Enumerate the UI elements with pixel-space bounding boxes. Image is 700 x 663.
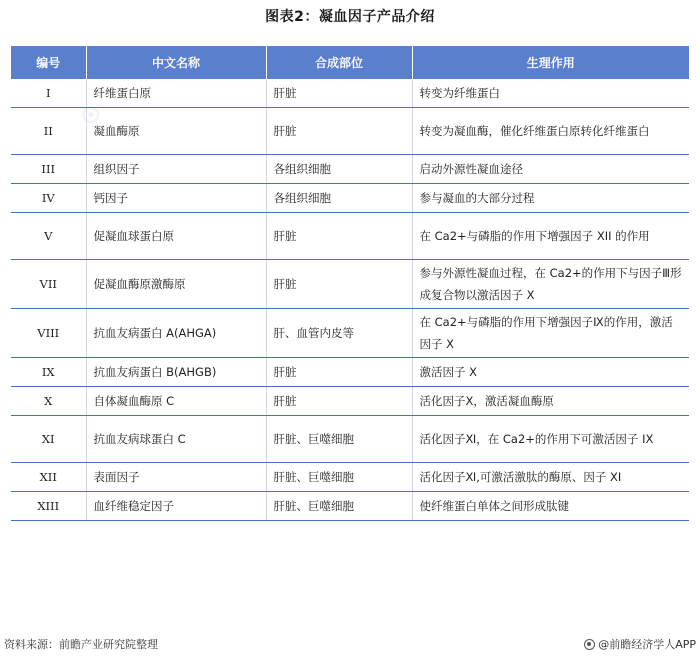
cell-id: II (11, 108, 86, 155)
cell-site: 肝脏、巨噬细胞 (266, 492, 412, 521)
cell-name: 抗血友病球蛋白 C (86, 416, 266, 463)
cell-function: 转变为纤维蛋白 (412, 79, 689, 108)
cell-function: 转变为凝血酶，催化纤维蛋白原转化纤维蛋白 (412, 108, 689, 155)
cell-name: 表面因子 (86, 463, 266, 492)
cell-id: VII (11, 260, 86, 309)
cell-id: VIII (11, 309, 86, 358)
cell-id: XII (11, 463, 86, 492)
cell-name: 促凝血酶原激酶原 (86, 260, 266, 309)
page-title: 图表2：凝血因子产品介绍 (265, 9, 435, 25)
cell-name: 钙因子 (86, 184, 266, 213)
table-row (11, 184, 689, 213)
table-row (11, 416, 689, 463)
header-id: 编号 (11, 46, 86, 79)
table-row (11, 213, 689, 260)
header-function: 生理作用 (412, 46, 689, 79)
cell-name: 纤维蛋白原 (86, 79, 266, 108)
cell-site: 肝脏 (266, 108, 412, 155)
cell-function: 在 Ca2+与磷脂的作用下增强因子Ⅸ的作用，激活因子 X (412, 309, 689, 358)
cell-name: 血纤维稳定因子 (86, 492, 266, 521)
cell-site: 肝、血管内皮等 (266, 309, 412, 358)
cell-function: 活化因子Ⅺ，在 Ca2+的作用下可激活因子 IX (412, 416, 689, 463)
header-site: 合成部位 (266, 46, 412, 79)
table-row (11, 155, 689, 184)
table-row (11, 108, 689, 155)
source-note: 资料来源：前瞻产业研究院整理 (4, 638, 158, 651)
table-row (11, 387, 689, 416)
cell-name: 促凝血球蛋白原 (86, 213, 266, 260)
cell-name: 抗血友病蛋白 A(AHGA) (86, 309, 266, 358)
cell-id: IV (11, 184, 86, 213)
table-row (11, 260, 689, 309)
cell-function: 在 Ca2+与磷脂的作用下增强因子 XII 的作用 (412, 213, 689, 260)
cell-id: I (11, 79, 86, 108)
cell-site: 肝脏 (266, 358, 412, 387)
cell-id: X (11, 387, 86, 416)
cell-function: 活化因子Ⅺ,可激活激肽的酶原、因子 XI (412, 463, 689, 492)
header-name: 中文名称 (86, 46, 266, 79)
cell-name: 抗血友病蛋白 B(AHGB) (86, 358, 266, 387)
table-row (11, 309, 689, 358)
cell-id: XI (11, 416, 86, 463)
cell-site: 各组织细胞 (266, 184, 412, 213)
watermark: ⊙ (73, 96, 108, 134)
table-row (11, 463, 689, 492)
table-row (11, 492, 689, 521)
cell-function: 参与外源性凝血过程，在 Ca2+的作用下与因子Ⅲ形成复合物以激活因子 X (412, 260, 689, 309)
cell-id: V (11, 213, 86, 260)
table-row (11, 79, 689, 108)
cell-id: IX (11, 358, 86, 387)
cell-site: 肝脏 (266, 260, 412, 309)
cell-site: 肝脏 (266, 213, 412, 260)
cell-name: 组织因子 (86, 155, 266, 184)
cell-name: 凝血酶原 (86, 108, 266, 155)
cell-function: 参与凝血的大部分过程 (412, 184, 689, 213)
cell-name: 自体凝血酶原 C (86, 387, 266, 416)
brand-text: @前瞻经济学人APP (598, 638, 696, 651)
table-row (11, 358, 689, 387)
cell-id: XIII (11, 492, 86, 521)
brand-credit (584, 636, 696, 652)
cell-function: 启动外源性凝血途径 (412, 155, 689, 184)
cell-site: 肝脏、巨噬细胞 (266, 463, 412, 492)
table-header-row (11, 46, 689, 79)
cell-site: 肝脏、巨噬细胞 (266, 416, 412, 463)
cell-function: 使纤维蛋白单体之间形成肽键 (412, 492, 689, 521)
cell-site: 肝脏 (266, 387, 412, 416)
brand-logo-icon (584, 639, 595, 650)
cell-site: 肝脏 (266, 79, 412, 108)
cell-function: 活化因子Ⅹ，激活凝血酶原 (412, 387, 689, 416)
coagulation-factor-table (11, 46, 689, 521)
cell-id: III (11, 155, 86, 184)
cell-site: 各组织细胞 (266, 155, 412, 184)
cell-function: 激活因子 X (412, 358, 689, 387)
